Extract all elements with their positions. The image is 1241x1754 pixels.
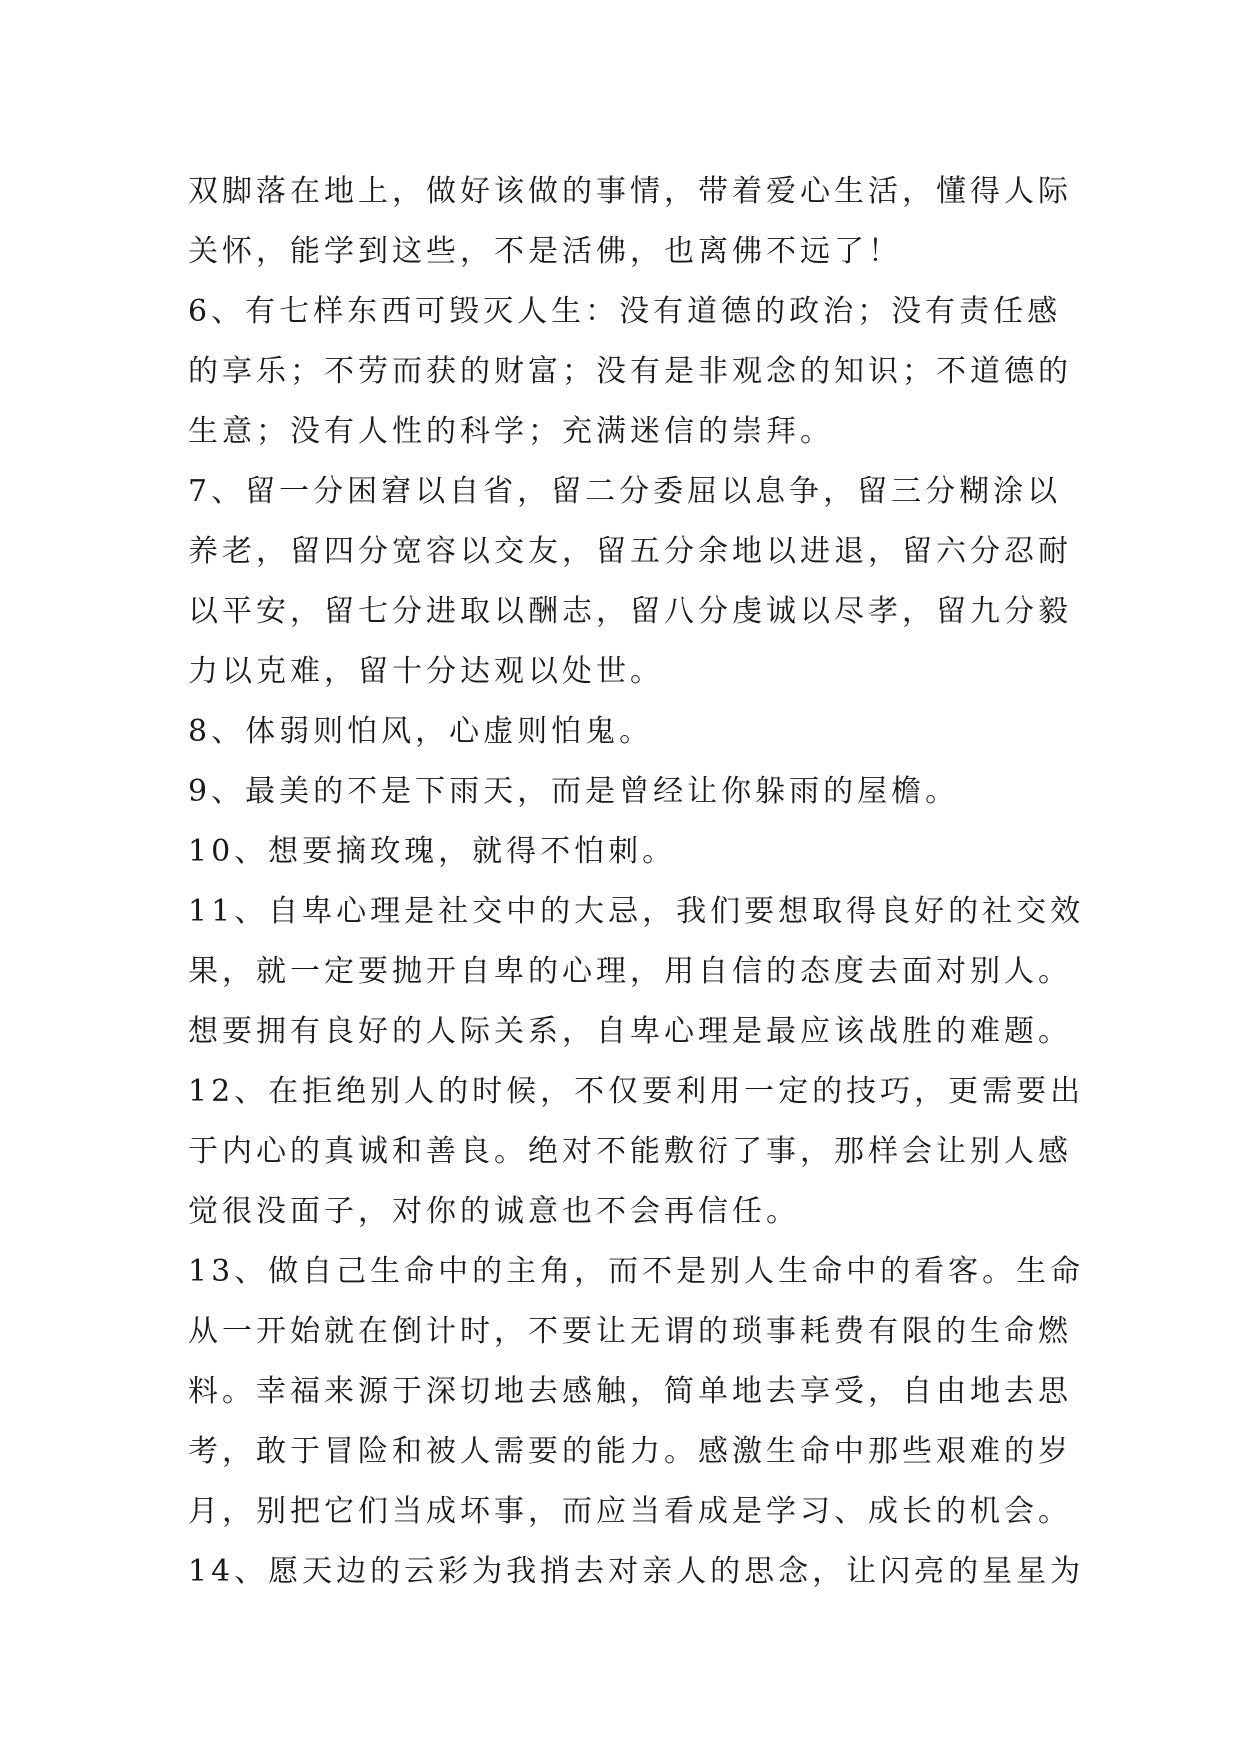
text-line: 9、最美的不是下雨天，而是曾经让你躲雨的屋檐。 [188, 774, 960, 809]
text-line: 料。幸福来源于深切地去感触，简单地去享受，自由地去思 [188, 1374, 1072, 1409]
text-line: 考，敢于冒险和被人需要的能力。感激生命中那些艰难的岁 [188, 1434, 1072, 1469]
text-line: 的享乐；不劳而获的财富；没有是非观念的知识；不道德的 [188, 354, 1072, 389]
text-line: 11、自卑心理是社交中的大忌，我们要想取得良好的社交效 [188, 894, 1085, 929]
text-line: 6、有七样东西可毁灭人生：没有道德的政治；没有责任感 [188, 294, 1062, 329]
text-line: 从一开始就在倒计时，不要让无谓的琐事耗费有限的生命燃 [188, 1314, 1072, 1349]
text-line: 以平安，留七分进取以酬志，留八分虔诚以尽孝，留九分毅 [188, 594, 1072, 629]
text-line: 养老，留四分宽容以交友，留五分余地以进退，留六分忍耐 [188, 534, 1072, 569]
text-line: 果，就一定要抛开自卑的心理，用自信的态度去面对别人。 [188, 954, 1072, 989]
text-line: 生意；没有人性的科学；充满迷信的崇拜。 [188, 414, 834, 449]
text-line: 关怀，能学到这些，不是活佛，也离佛不远了！ [188, 234, 902, 269]
document-body [188, 162, 1085, 1602]
text-line: 月，别把它们当成坏事，而应当看成是学习、成长的机会。 [188, 1494, 1072, 1529]
text-line: 10、想要摘玫瑰，就得不怕刺。 [188, 834, 677, 869]
text-line: 8、体弱则怕风，心虚则怕鬼。 [188, 714, 654, 749]
text-line: 7、留一分困窘以自省，留二分委屈以息争，留三分糊涂以 [188, 474, 1062, 509]
text-line: 13、做自己生命中的主角，而不是别人生命中的看客。生命 [188, 1254, 1085, 1289]
text-line: 觉很没面子，对你的诚意也不会再信任。 [188, 1194, 800, 1229]
text-line: 力以克难，留十分达观以处世。 [188, 654, 664, 689]
text-line: 双脚落在地上，做好该做的事情，带着爱心生活，懂得人际 [188, 174, 1072, 209]
text-line: 想要拥有良好的人际关系，自卑心理是最应该战胜的难题。 [188, 1014, 1072, 1049]
text-line: 12、在拒绝别人的时候，不仅要利用一定的技巧，更需要出 [188, 1074, 1085, 1109]
text-line: 于内心的真诚和善良。绝对不能敷衍了事，那样会让别人感 [188, 1134, 1072, 1169]
text-line: 14、愿天边的云彩为我捎去对亲人的思念，让闪亮的星星为 [188, 1554, 1085, 1589]
